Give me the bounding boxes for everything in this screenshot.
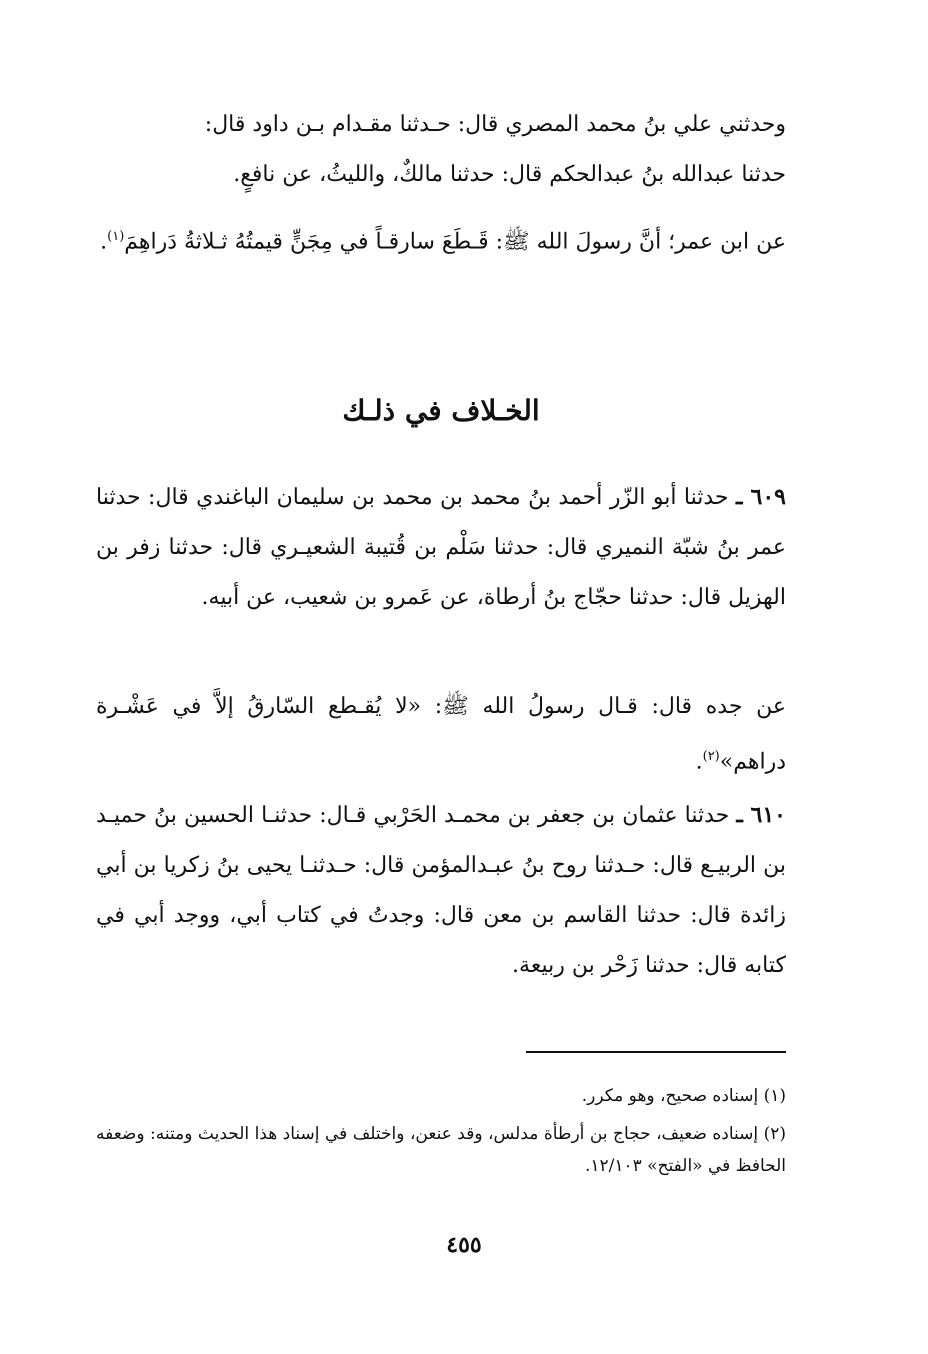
intro-matn-text: عن ابن عمر؛ أنَّ رسولَ الله ﷺ: قَـطَعَ سارقـاً في مِجَنٍّ قيمتُهُ ثـلاثةُ دَراهِمَ [124,229,786,255]
hadith-609-matn: عن جده قال: قـال رسولُ الله ﷺ: «لا يُقـطع السّارقُ إلاَّ في عَشْـرة دراهم»$^{(٢)}$. [96,694,786,775]
hadith-610 [96,790,786,991]
footnote-2: (٢) إسناده ضعيف، حجاج بن أرطأة مدلس، وقد عنعن، واختلف في إسناد هذا الحديث ومتنه: وضعفه الحافظ في «الفتح» ١٢/١٠٣. [96,1124,786,1176]
hadith-609-number: ٦٠٩ ـ [735,484,786,510]
footnote-ref-1: (١) [107,229,125,244]
footnotes [96,1080,786,1188]
hadith-610-isnad-text: حدثنا عثمان بن جعفر بن محمـد الحَرْبي قـال: حدثنـا الحسين بنُ حميـد بن الربيـع قال: حـدثنا روح بنُ عبـدالمؤمن قال: حـدثنـا يحيى بنُ زكريا بن أبي زائدة قال: حدثنا القاسم بن معن قال: وجدتُ في كتاب أبي، ووجد أبي في كتابه قال: حدثنا زَحْر بن ربيعة. [96,803,786,978]
hadith-609-matn-text: عن جده قال: قـال رسولُ الله ﷺ: «لا يُقـطع السّارقُ إلاَّ في عَشْـرة دراهم» [96,694,786,775]
page-number: ٤٥٥ [446,1232,482,1258]
hadith-609-isnad [96,472,786,623]
footnote-ref-2: (٢) [702,749,720,764]
intro-line-2: حدثنا عبدالله بنُ عبدالحكم قال: حدثنا مالكٌ، والليثُ، عن نافعٍ. [233,162,786,187]
intro-isnad [96,100,786,200]
footnote-1: (١) إسناده صحيح، وهو مكرر. [581,1086,786,1106]
hadith-609-isnad-text: حدثنا أبو الزّر أحمد بنُ محمد بن محمد بن سليمان الباغندي قال: حدثنا عمر بنُ شبّة النميري قال: حدثنا سَلْم بن قُتيبة الشعيـري قال: حدثنا زفر بن الهزيل قال: حدثنا حجّاج بنُ أرطاة، عن عَمرو بن شعيب، عن أبيه. [96,485,786,610]
intro-line-1: وحدثني علي بنُ محمد المصري قال: حـدثنا مقـدام بـن داود قال: [204,112,786,137]
hadith-610-number: ٦١٠ ـ [736,802,786,828]
section-heading: الخـلاف في ذلـك [342,394,540,427]
footnote-separator [526,1051,786,1053]
intro-matn: عن ابن عمر؛ أنَّ رسولَ الله ﷺ: قَـطَعَ سارقـاً في مِجَنٍّ قيمتُهُ ثـلاثةُ دَراهِمَ$^{(١)}$. [100,229,786,255]
